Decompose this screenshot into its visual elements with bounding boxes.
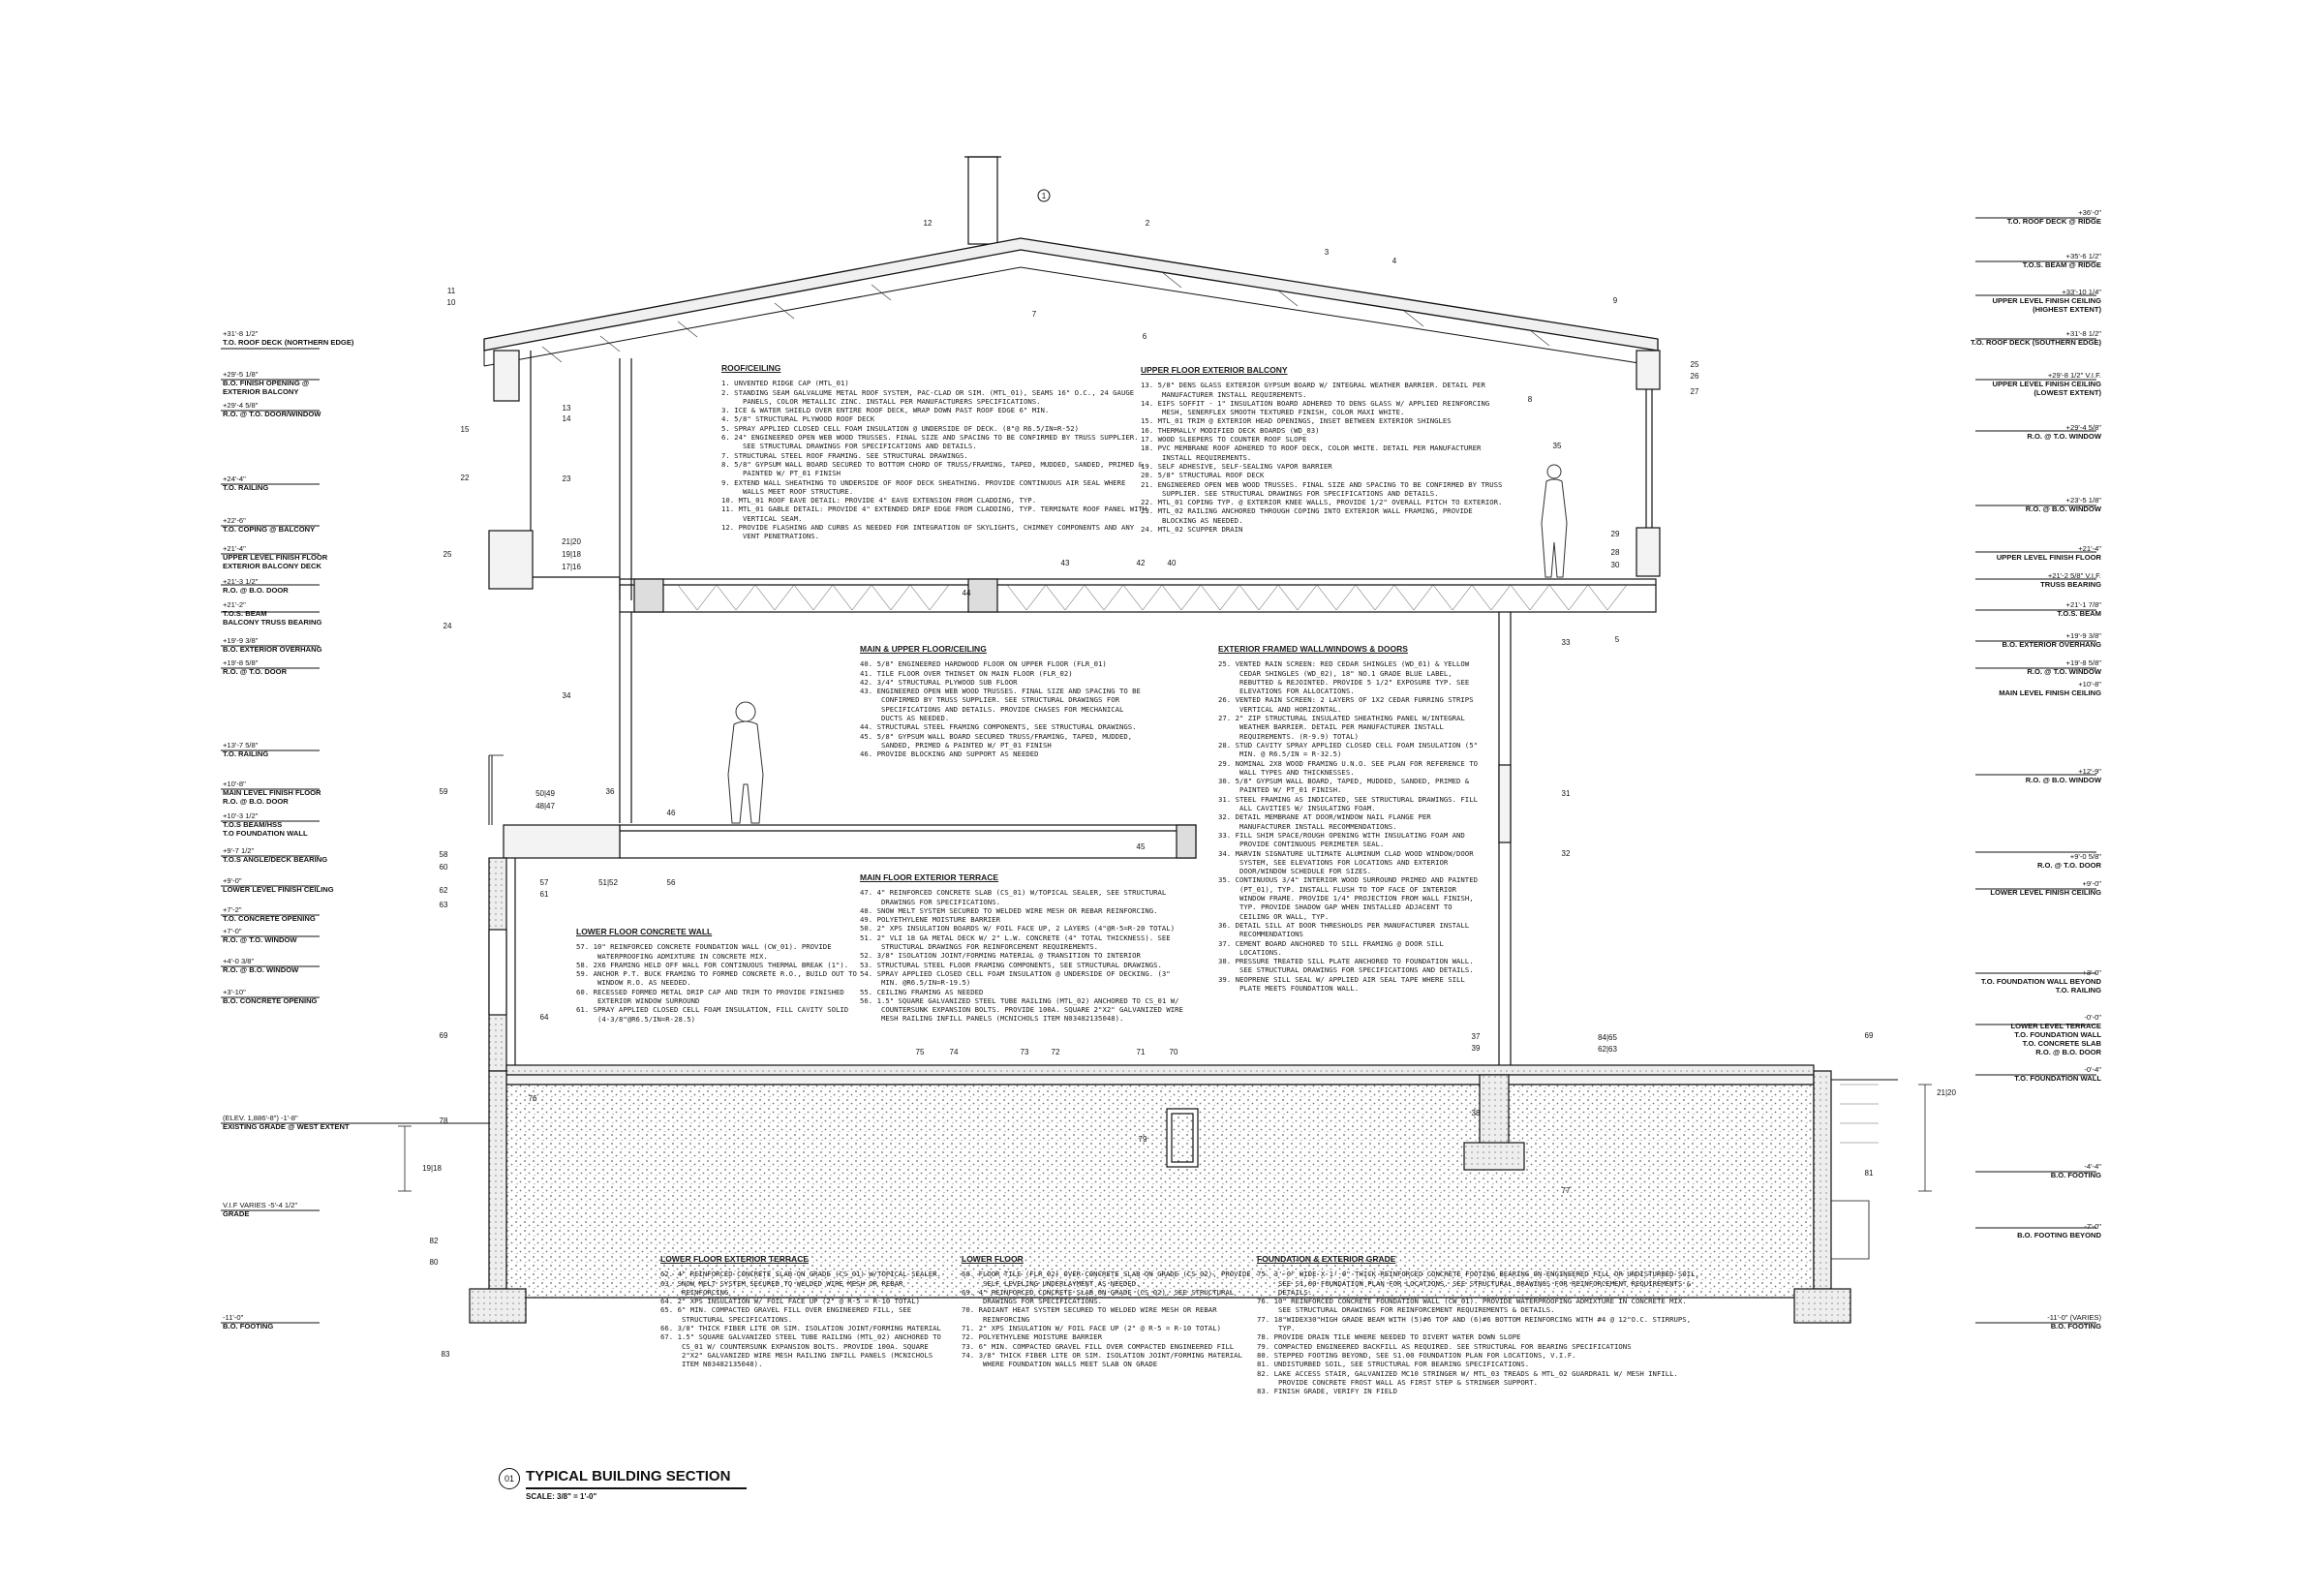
tag-label: 48|47	[535, 802, 555, 811]
elevation-label-right: +9'-0 5/8" R.O. @ T.O. DOOR	[2036, 852, 2101, 870]
elevation-label-left: +19'-9 3/8" B.O. EXTERIOR OVERHANG	[223, 636, 322, 654]
floor-notes: MAIN & UPPER FLOOR/CEILING 40. 5/8" ENGINEERED HARDWOOD FLOOR ON UPPER FLOOR (FLR_01) 41. TILE FLOOR OVER THINSET ON MAIN FLOOR (FLR_02) 42. 3/4" STRUCTURAL PLYWOOD SUB FLOOR 43. ENGINEERED OPEN WEB WOOD TRUSSES. FINAL SIZE AND SPACING TO BE CONFIRMED BY TRUSS SUPPLIER. SEE STRUCTURAL DRAWINGS FOR SPECIFICATIONS AND DETAILS. PROVIDE CHASES FOR MECHANICAL DUCTS AS NEEDED. 44. STRUCTURAL STEEL FRAMING COMPONENTS, SEE STRUCTURAL DRAWINGS. 45. 5/8" GYPSUM WALL BOARD SECURED TRUSS/FRAMING, TAPED, MUDDED, SANDED, PRIMED & PAINTED W/ PT_01 FINISH 46. PROVIDE BLOCKING AND SUPPORT AS NEEDED	[860, 644, 1141, 759]
tag-14	[563, 414, 571, 423]
tag-label: 17|16	[562, 563, 581, 571]
tag-label: 74	[949, 1048, 959, 1056]
tag-label: 61	[539, 890, 549, 899]
tag-53	[667, 878, 676, 887]
tag-79	[1865, 1169, 1874, 1178]
tag-6	[1143, 332, 1147, 341]
foundation-notes: FOUNDATION & EXTERIOR GRADE 75. 3'-0" WIDE X 1'-0" THICK REINFORCED CONCRETE FOOTING BEARING ON ENGINEERED FILL OR UNDISTURBED SOIL, SEE S1.00 FOUNDATION PLAN FOR LOCATIONS. SEE STRUCTURAL DRAWINGS FOR REINFORCEMENT REQUIREMENTS & DETAILS. 76. 10" REINFORCED CONCRETE FOUNDATION WALL (CW_01). PROVIDE WATERPROOFING ADMIXTURE IN CONCRETE MIX. SEE STRUCTURAL DRAWINGS FOR REINFORCEMENT REQUIREMENTS & DETAILS. 77. 18"WIDEX30"HIGH GRADE BEAM WITH (5)#6 TOP AND (6)#6 BOTTOM REINFORCING WITH #4 @ 12"O.C. STIRRUPS, TYP. 78. PROVIDE DRAIN TILE WHERE NEEDED TO DIVERT WATER DOWN SLOPE 79. COMPACTED ENGINEERED BACKFILL AS REQUIRED. SEE STRUCTURAL FOR BEARING SPECIFICATIONS 80. STEPPED FOOTING BEYOND, SEE S1.00 FOUNDATION PLAN FOR LOCATIONS, V.I.F. 81. UNDISTURBED SOIL, SEE STRUCTURAL FOR BEARING SPECIFICATIONS. 82. LAKE ACCESS STAIR, GALVANIZED MC10 STRINGER W/ MTL_03 TREADS & MTL_02 GUARDRAIL W/ MESH INFILL. PROVIDE CONCRETE FROST WALL AS FIRST STEP & STRINGER SUPPORT. 83. FINISH GRADE, VERIFY IN FIELD	[1257, 1255, 1702, 1395]
tag-label: 8	[1527, 395, 1533, 404]
tag-label: 40	[1167, 559, 1177, 567]
tag-28	[1611, 548, 1620, 557]
tag-label: 1	[1041, 192, 1047, 200]
elevation-label-right: +9'-0" LOWER LEVEL FINISH CEILING	[1990, 879, 2101, 897]
lower-floor-walls	[489, 858, 515, 1071]
tag-68	[1170, 1048, 1178, 1056]
tag-label: 10	[446, 298, 456, 307]
tag-label: 4	[1391, 257, 1397, 265]
tag-27	[1691, 387, 1699, 396]
upper-floor	[620, 579, 1656, 612]
elevation-label-right: +21'-1 7/8" T.O.S. BEAM	[2057, 600, 2101, 618]
elevation-label-right: +33'-10 1/4" UPPER LEVEL FINISH CEILING (HIGHEST EXTENT)	[1992, 288, 2101, 314]
tag-34	[563, 691, 571, 700]
tag-24	[443, 622, 452, 630]
tag-label: 56	[666, 878, 676, 887]
drawing-number: 01	[499, 1468, 520, 1489]
tag-43	[1061, 559, 1070, 567]
tag-12	[924, 219, 933, 228]
tag-8	[1528, 395, 1533, 404]
tag-label: 11	[446, 287, 456, 295]
tag-label: 34	[562, 691, 571, 700]
tag-label: 79	[1138, 1135, 1147, 1144]
tag-55	[440, 850, 448, 859]
tag-82	[1937, 1088, 1956, 1097]
tag-label: 59	[439, 787, 448, 796]
elevation-label-right: +10'-8" MAIN LEVEL FINISH CEILING	[1999, 680, 2101, 697]
tag-label: 14	[562, 414, 571, 423]
tag-25	[443, 550, 452, 559]
tag-label: 21|20	[1937, 1088, 1956, 1097]
tag-30	[1611, 561, 1620, 569]
balcony	[489, 531, 620, 589]
tag-84	[1598, 1033, 1617, 1042]
tag-label: 3	[1324, 248, 1330, 257]
tag-label: 42	[1136, 559, 1146, 567]
tag-9	[1613, 296, 1618, 305]
tag-label: 23	[562, 474, 571, 483]
tag-label: 28	[1610, 548, 1620, 557]
tag-label: 70	[1169, 1048, 1178, 1056]
tag-label: 62|63	[1598, 1045, 1617, 1054]
tag-7	[1032, 310, 1037, 319]
note-heading: MAIN & UPPER FLOOR/CEILING	[860, 644, 987, 654]
lower-terrace-notes: LOWER FLOOR EXTERIOR TERRACE 62. 4" REINFORCED CONCRETE SLAB ON GRADE (CS_01) W/TOPICAL SEALER. 63. SNOW MELT SYSTEM SECURED TO WELDED WIRE MESH OR REBAR REINFORCING 64. 2" XPS INSULATION W/ FOIL FACE UP (2" @ R-5 = R-10 TOTAL) 65. 6" MIN. COMPACTED GRAVEL FILL OVER ENGINEERED FILL, SEE STRUCTURAL SPECIFICATIONS. 66. 3/8" THICK FIBER LITE OR SIM. ISOLATION JOINT/FORMING MATERIAL 67. 1.5" SQUARE GALVANIZED STEEL TUBE RAILING (MTL_02) ANCHORED TO CS_01 W/ COUNTERSUNK EXPANSION BOLTS. PROVIDE 100A. SQUARE 2"X2" GALVANIZED WIRE MESH RAILING INFILL PANELS (MCNICHOLS ITEM N03482135048).	[660, 1254, 941, 1369]
elevation-label-left: +13'-7 5/8" T.O. RAILING	[223, 741, 269, 758]
elevation-label-right: +23'-5 1/8" R.O. @ B.O. WINDOW	[2025, 496, 2101, 513]
note-heading: MAIN FLOOR EXTERIOR TERRACE	[860, 872, 999, 882]
tag-26	[1691, 372, 1699, 381]
lower-slab	[506, 1065, 1814, 1085]
tag-77	[1139, 1135, 1147, 1144]
note-heading: UPPER FLOOR EXTERIOR BALCONY	[1141, 365, 1288, 375]
tag-5	[1615, 635, 1620, 644]
elevation-label-left: +4'-0 3/8" R.O. @ B.O. WINDOW	[223, 957, 299, 974]
lower-floor-notes: LOWER FLOOR 68. FLOOR TILE (FLR_02) OVER CONCRETE SLAB ON GRADE (CS_02), PROVIDE SELF LEVELING UNDERLAYMENT AS NEEDED. 69. 4" REINFORCED CONCRETE SLAB ON GRADE (CS_02), SEE STRUCTURAL DRAWINGS FOR SPECIFICATIONS. 70. RADIANT HEAT SYSTEM SECURED TO WELDED WIRE MESH OR REBAR REINFORCING 71. 2" XPS INSULATION W/ FOIL FACE UP (2" @ R-5 = R-10 TOTAL) 72. POLYETHYLENE MOISTURE BARRIER 73. 6" MIN. COMPACTED GRAVEL FILL OVER COMPACTED ENGINEERED FILL 74. 3/8" THICK FIBER LITE OR SIM. ISOLATION JOINT/FORMING MATERIAL WHERE FOUNDATION WALLS MEET SLAB ON GRADE	[962, 1254, 1251, 1369]
tag-19	[562, 550, 581, 559]
tag-61	[540, 1013, 549, 1022]
tag-label: 31	[1561, 789, 1571, 798]
tag-label: 24	[443, 622, 452, 630]
tag-label: 29	[1610, 530, 1620, 538]
tag-10	[447, 298, 456, 307]
tag-label: 32	[1561, 849, 1571, 858]
tag-label: 80	[429, 1258, 439, 1267]
elevation-label-left: +21'-4" UPPER LEVEL FINISH FLOOR EXTERIOR BALCONY DECK	[223, 544, 328, 570]
tag-label: 64	[539, 1013, 549, 1022]
elevation-label-left: +22'-6" T.O. COPING @ BALCONY	[223, 516, 316, 534]
elevation-label-left: +7'-0" R.O. @ T.O. WINDOW	[223, 927, 297, 944]
tag-label: 15	[460, 425, 470, 434]
tag-67	[440, 1031, 448, 1040]
tag-67r	[1865, 1031, 1874, 1040]
tag-label: 19|18	[562, 550, 581, 559]
tag-40	[1168, 559, 1177, 567]
balcony-notes: UPPER FLOOR EXTERIOR BALCONY 13. 5/8" DENS GLASS EXTERIOR GYPSUM BOARD W/ INTEGRAL WEATHER BARRIER. DETAIL PER MANUFACTURER INSTALL REQUIREMENTS. 14. EIFS SOFFIT - 1" INSULATION BOARD ADHERED TO DENS GLASS W/ APPLIED REINFORCING MESH, SENERFLEX SMOOTH TEXTURED FINISH, COLOR MAXI WHITE. 15. MTL_01 TRIM @ EXTERIOR HEAD OPENINGS, INSET BETWEEN EXTERIOR SHINGLES 16. THERMALLY MODIFIED DECK BOARDS (WD_03) 17. WOOD SLEEPERS TO COUNTER ROOF SLOPE 18. PVC MEMBRANE ROOF ADHERED TO ROOF DECK, COLOR WHITE. DETAIL PER MANUFACTURER INSTALL REQUIREMENTS. 19. SELF ADHESIVE, SELF-SEALING VAPOR BARRIER 20. 5/8" STRUCTURAL ROOF DECK 21. ENGINEERED OPEN WEB WOOD TRUSSES. FINAL SIZE AND SPACING TO BE CONFIRMED BY TRUSS SUPPLIER. SEE STRUCTURAL DRAWINGS FOR SPECIFICATIONS AND DETAILS. 22. MTL_01 COPING TYP. @ EXTERIOR KNEE WALLS, PROVIDE 1/2" OVERALL PITCH TO EXTERIOR. 23. MTL_02 RAILING ANCHORED THROUGH COPING INTO EXTERIOR WALL FRAMING, PROVIDE BLOCKING AS NEEDED. 24. MTL_02 SCUPPER DRAIN	[1141, 366, 1509, 534]
tag-57	[440, 863, 448, 872]
tag-label: 69	[439, 1031, 448, 1040]
tag-46	[667, 809, 676, 817]
tag-label: 50|49	[535, 789, 555, 798]
tag-83	[422, 1164, 442, 1173]
note-heading: LOWER FLOOR CONCRETE WALL	[576, 927, 713, 936]
tag-44	[963, 589, 971, 597]
tag-3	[1325, 248, 1330, 257]
tag-4	[1392, 257, 1397, 265]
tag-label: 46	[666, 809, 676, 817]
tag-label: 9	[1612, 296, 1618, 305]
tag-33	[1562, 638, 1571, 647]
tag-label: 83	[441, 1350, 450, 1359]
tag-31	[1562, 789, 1571, 798]
note-heading: EXTERIOR FRAMED WALL/WINDOWS & DOORS	[1218, 644, 1408, 654]
tag-label: 13	[562, 404, 571, 413]
tag-32	[1562, 849, 1571, 858]
tag-label: 27	[1690, 387, 1699, 396]
elevation-label-right: +19'-8 5/8" R.O. @ T.O. WINDOW	[2027, 658, 2101, 676]
tag-62	[1598, 1045, 1617, 1054]
elevation-label-right: -11'-0" (VARIES) B.O. FOOTING	[2047, 1313, 2101, 1331]
tag-50	[535, 789, 555, 798]
elevation-label-left: +3'-10" B.O. CONCRETE OPENING	[223, 988, 318, 1005]
elevation-label-right: +31'-8 1/2" T.O. ROOF DECK (SOUTHERN EDGE)	[1970, 329, 2101, 347]
tag-48	[535, 802, 555, 811]
tag-label: 69	[1864, 1031, 1874, 1040]
tag-38	[1472, 1109, 1481, 1117]
tag-35	[1553, 442, 1562, 450]
elevation-label-right: +35'-6 1/2" T.O.S. BEAM @ RIDGE	[2022, 252, 2101, 269]
tag-label: 22	[460, 474, 470, 482]
note-heading: FOUNDATION & EXTERIOR GRADE	[1257, 1254, 1396, 1264]
elevation-label-left: +21'-3 1/2" R.O. @ B.O. DOOR	[223, 577, 289, 595]
tag-29	[1611, 530, 1620, 538]
tag-39	[1472, 1044, 1481, 1053]
elevation-label-right: +36'-0" T.O. ROOF DECK @ RIDGE	[2006, 208, 2101, 226]
drawing-scale: SCALE: 3/8" = 1'-0"	[526, 1492, 597, 1501]
tag-label: 63	[439, 901, 448, 909]
tag-label: 84|65	[1598, 1033, 1617, 1042]
tag-label: 73	[1020, 1048, 1029, 1056]
tag-label: 44	[962, 589, 971, 597]
note-heading: LOWER FLOOR EXTERIOR TERRACE	[660, 1254, 809, 1264]
tag-17	[562, 563, 581, 571]
tag-36	[606, 787, 615, 796]
tag-80	[430, 1237, 439, 1245]
drawing-title: TYPICAL BUILDING SECTION	[526, 1468, 731, 1484]
chimney	[964, 157, 1001, 244]
tag-label: 30	[1610, 561, 1620, 569]
tag-label: 77	[1561, 1186, 1571, 1195]
elevation-label-left: +21'-2" T.O.S. BEAM BALCONY TRUSS BEARING	[223, 600, 322, 627]
tag-label: 62	[439, 886, 448, 895]
tag-42	[1137, 559, 1146, 567]
tag-71	[1021, 1048, 1029, 1056]
elevation-label-left: +10'-8" MAIN LEVEL FINISH FLOOR R.O. @ B.O. DOOR	[223, 780, 321, 806]
tag-81	[442, 1350, 450, 1359]
tag-58	[540, 890, 549, 899]
tag-label: 6	[1142, 332, 1147, 341]
tag-70	[1052, 1048, 1060, 1056]
tag-label: 2	[1145, 219, 1150, 228]
tag-76	[440, 1117, 448, 1125]
tag-label: 43	[1060, 559, 1070, 567]
note-heading: ROOF/CEILING	[721, 363, 781, 373]
note-heading: LOWER FLOOR	[962, 1254, 1024, 1264]
elevation-label-right: +29'-4 5/8" R.O. @ T.O. WINDOW	[2027, 423, 2101, 441]
tag-54	[540, 878, 549, 887]
tag-60	[440, 901, 448, 909]
elevation-label-right: -0'-4" T.O. FOUNDATION WALL	[2014, 1065, 2101, 1083]
elevation-label-left: -11'-0" B.O. FOOTING	[223, 1313, 274, 1331]
tag-label: 76	[528, 1094, 537, 1103]
tag-label: 7	[1031, 310, 1037, 319]
tag-56	[440, 787, 448, 796]
elevation-label-right: +21'-4" UPPER LEVEL FINISH FLOOR	[1996, 544, 2101, 562]
tag-label: 37	[1471, 1032, 1481, 1041]
tag-78	[430, 1258, 439, 1267]
tag-51	[598, 878, 618, 887]
tag-59	[440, 886, 448, 895]
tag-label: 33	[1561, 638, 1571, 647]
tag-label: 75	[915, 1048, 925, 1056]
tag-15	[461, 425, 470, 434]
tag-label: 45	[1136, 842, 1146, 851]
elevation-label-left: +7'-2" T.O. CONCRETE OPENING	[223, 905, 316, 923]
tag-13	[563, 404, 571, 413]
elevation-label-right: +12'-9" R.O. @ B.O. WINDOW	[2025, 767, 2101, 784]
tag-label: 82	[429, 1237, 439, 1245]
tag-label: 57	[539, 878, 549, 887]
tag-label: 39	[1471, 1044, 1481, 1053]
elevation-label-left: +9'-7 1/2" T.O.S ANGLE/DECK BEARING	[223, 846, 328, 864]
tag-69	[1137, 1048, 1146, 1056]
tag-label: 35	[1552, 442, 1562, 450]
elevation-label-left: +31'-8 1/2" T.O. ROOF DECK (NORTHERN EDGE)	[223, 329, 354, 347]
tag-45	[1137, 842, 1146, 851]
elevation-label-right: +21'-2 5/8" V.I.F. TRUSS BEARING	[2040, 571, 2101, 589]
tag-label: 12	[923, 219, 933, 228]
elevation-label-right: -0'-0" LOWER LEVEL TERRACE T.O. FOUNDATION WALL T.O. CONCRETE SLAB R.O. @ B.O. DOOR	[2010, 1013, 2101, 1056]
elevation-label-left: V.I.F VARIES -5'-4 1/2" GRADE	[223, 1201, 298, 1218]
tag-label: 60	[439, 863, 448, 872]
elevation-label-left: +9'-0" LOWER LEVEL FINISH CEILING	[223, 876, 334, 894]
tag-23	[563, 474, 571, 483]
tag-73	[916, 1048, 925, 1056]
elevation-label-left: +19'-8 5/8" R.O. @ T.O. DOOR	[223, 658, 288, 676]
main-floor	[620, 825, 1196, 858]
wall-notes: EXTERIOR FRAMED WALL/WINDOWS & DOORS 25. VENTED RAIN SCREEN: RED CEDAR SHINGLES (WD_01) & YELLOW CEDAR SHINGLES (WD_02), 18" NO.1 GRADE BLUE LABEL, REBUTTED & REJOINTED. PROVIDE 5 1/2" EXPOSURE TYP. SEE ELEVATIONS FOR ALLOCATIONS. 26. VENTED RAIN SCREEN: 2 LAYERS OF 1X2 CEDAR FURRING STRIPS VERTICAL AND HORIZONTAL. 27. 2" ZIP STRUCTURAL INSULATED SHEATHING PANEL W/INTEGRAL WEATHER BARRIER. DETAIL PER MANUFACTURER INSTALL REQUIREMENTS. (R-9.9) TOTAL) 28. STUD CAVITY SPRAY APPLIED CLOSED CELL FOAM INSULATION (5" MIN. @ R6.5/IN = R-32.5) 29. NOMINAL 2X8 WOOD FRAMING U.N.O. SEE PLAN FOR REFERENCE TO WALL TYPES AND THICKNESSES. 30. 5/8" GYPSUM WALL BOARD, TAPED, MUDDED, SANDED, PRIMED & PAINTED W/ PT_01 FINISH. 31. STEEL FRAMING AS INDICATED, SEE STRUCTURAL DRAWINGS. FILL ALL CAVITIES W/ INSULATING FOAM. 32. DETAIL MEMBRANE AT DOOR/WINDOW NAIL FLANGE PER MANUFACTURER INSTALL RECOMMENDATIONS. 33. FILL SHIM SPACE/ROUGH OPENING WITH INSULATING FOAM AND PROVIDE CONTINUOUS PERIMETER SEAL. 34. MARVIN SIGNATURE ULTIMATE ALUMINUM CLAD WOOD WINDOW/DOOR SYSTEM, SEE ELEVATIONS FOR LOCATIONS AND EXTERIOR DOOR/WINDOW SCHEDULE FOR SIZES. 35. CONTINUOUS 3/4" INTERIOR WOOD SURROUND PRIMED AND PAINTED (PT_01), TYP. INSTALL FLUSH TO TOP FACE OF INTERIOR WINDOW FRAME. PROVIDE 1/4" PROJECTION FROM WALL FINISH, TYP. PROVIDE SHADOW GAP WHEN INSTALLED ADJACENT TO CEILING OR WALL, TYP. 36. DETAIL SILL AT DOOR THRESHOLDS PER MANUFACTURER INSTALL RECOMMENDATIONS 37. CEMENT BOARD ANCHORED TO SILL FRAMING @ DOOR SILL LOCATIONS. 38. PRESSURE TREATED SILL PLATE ANCHORED TO FOUNDATION WALL. SEE STRUCTURAL DRAWINGS FOR SPECIFICATIONS AND DETAILS. 39. NEOPRENE SILL SEAL W/ APPLIED AIR SEAL TAPE WHERE SILL PLATE MEETS FOUNDATION WALL.	[1218, 645, 1484, 993]
tag-72	[950, 1048, 959, 1056]
title-underline	[526, 1487, 747, 1489]
lower-wall-notes: LOWER FLOOR CONCRETE WALL 57. 10" REINFORCED CONCRETE FOUNDATION WALL (CW_01). PROVIDE WATERPROOFING ADMIXTURE IN CONCRETE MIX. 58. 2X6 FRAMING HELD OFF WALL FOR CONTINUOUS THERMAL BREAK (1"). 59. ANCHOR P.T. BUCK FRAMING TO FORMED CONCRETE R.O., BUILD OUT TO WINDOW R.O. AS NEEDED. 60. RECESSED FORMED METAL DRIP CAP AND TRIM TO PROVIDE FINISHED EXTERIOR WINDOW SURROUND 61. SPRAY APPLIED CLOSED CELL FOAM INSULATION, FILL CAVITY SOLID (4-3/8"@R6.5/IN=R-28.5)	[576, 927, 857, 1024]
tag-label: 25	[443, 550, 452, 559]
elevation-label-left: +29'-4 5/8" R.O. @ T.O. DOOR/WINDOW	[223, 401, 321, 418]
elevation-label-right: -7'-0" B.O. FOOTING BEYOND	[2017, 1222, 2101, 1239]
tag-label: 21|20	[562, 537, 581, 546]
elevation-label-left: +10'-3 1/2" T.O.S BEAM/HSS T.O FOUNDATION WALL	[223, 811, 308, 838]
tag-2	[1146, 219, 1150, 228]
tag-25r	[1691, 360, 1699, 369]
tag-21	[562, 537, 581, 546]
tag-label: 38	[1471, 1109, 1481, 1117]
tag-11	[447, 287, 456, 295]
tag-label: 26	[1690, 372, 1699, 381]
tag-label: 19|18	[422, 1164, 442, 1173]
tag-label: 36	[605, 787, 615, 796]
tag-label: 81	[1864, 1169, 1874, 1178]
tag-74	[529, 1094, 537, 1103]
elevation-label-left: +29'-5 1/8" B.O. FINISH OPENING @ EXTERIOR BALCONY	[223, 370, 310, 396]
main-terrace-notes: MAIN FLOOR EXTERIOR TERRACE 47. 4" REINFORCED CONCRETE SLAB (CS_01) W/TOPICAL SEALER, SEE STRUCTURAL DRAWINGS FOR SPECIFICATIONS. 48. SNOW MELT SYSTEM SECURED TO WELDED WIRE MESH OR REBAR REINFORCING. 49. POLYETHYLENE MOISTURE BARRIER 50. 2" XPS INSULATION BOARDS W/ FOIL FACE UP, 2 LAYERS (4"@R-5=R-20 TOTAL) 51. 2" VLI 18 GA METAL DECK W/ 2" L.W. CONCRETE (4" TOTAL THICKNESS). SEE STRUCTURAL DRAWINGS FOR REINFORCEMENT REQUIREMENTS. 52. 3/8" ISOLATION JOINT/FORMING MATERIAL @ TRANSITION TO INTERIOR 53. STRUCTURAL STEEL FLOOR FRAMING COMPONENTS, SEE STRUCTURAL DRAWINGS. 54. SPRAY APPLIED CLOSED CELL FOAM INSULATION @ UNDERSIDE OF DECKING. (3" MIN. @R6.5/IN=R-19.5) 55. CEILING FRAMING AS NEEDED 56. 1.5" SQUARE GALVANIZED STEEL TUBE RAILING (MTL_02) ANCHORED TO CS_01 W/ COUNTERSUNK EXPANSION BOLTS. PROVIDE 100A. SQUARE 2"X2" GALVANIZED WIRE MESH RAILING INFILL PANELS (MCNICHOLS ITEM N03482135048).	[860, 873, 1189, 1024]
roof-notes: ROOF/CEILING 1. UNVENTED RIDGE CAP (MTL_01) 2. STANDING SEAM GALVALUME METAL ROOF SYSTEM, PAC-CLAD OR SIM. (MTL_01), SEAMS 16" O.C., 24 GAUGE PANELS, COLOR METALLIC ZINC. INSTALL PER MANUFACTURERS SPECIFICATIONS. 3. ICE & WATER SHIELD OVER ENTIRE ROOF DECK, WRAP DOWN PAST ROOF EDGE 6" MIN. 4. 5/8" STRUCTURAL PLYWOOD ROOF DECK 5. SPRAY APPLIED CLOSED CELL FOAM INSULATION @ UNDERSIDE OF DECK. (8"@ R6.5/IN=R-52) 6. 24" ENGINEERED OPEN WEB WOOD TRUSSES. FINAL SIZE AND SPACING TO BE CONFIRMED BY TRUSS SUPPLIER. SEE STRUCTURAL DRAWINGS FOR SPECIFICATIONS AND DETAILS. 7. STRUCTURAL STEEL ROOF FRAMING. SEE STRUCTURAL DRAWINGS. 8. 5/8" GYPSUM WALL BOARD SECURED TO BOTTOM CHORD OF TRUSS/FRAMING, TAPED, MUDDED, SANDED, PRIMED & PAINTED W/ PT_01 FINISH 9. EXTEND WALL SHEATHING TO UNDERSIDE OF ROOF DECK SHEATHING. PROVIDE CONTINUOUS AIR SEAL WHERE WALLS MEET ROOF STRUCTURE. 10. MTL_01 ROOF EAVE DETAIL: PROVIDE 4" EAVE EXTENSION FROM CLADDING, TYP. 11. MTL_01 GABLE DETAIL: PROVIDE 4" EXTENDED DRIP EDGE FROM CLADDING, TYP. TERMINATE ROOF PANEL WITH VERTICAL SEAM. 12. PROVIDE FLASHING AND CURBS AS NEEDED FOR INTEGRATION OF SKYLIGHTS, CHIMNEY COMPONENTS AND ANY VENT PENETRATIONS.	[721, 363, 1147, 541]
elevation-label-left: +24'-4" T.O. RAILING	[223, 474, 269, 492]
tag-label: 25	[1690, 360, 1699, 369]
tag-75	[1562, 1186, 1571, 1195]
elevation-label-left: (ELEV. 1,886'-8") -1'-8" EXISTING GRADE @ WEST EXTENT	[223, 1114, 350, 1131]
roof	[484, 238, 1658, 366]
tag-label: 78	[439, 1117, 448, 1125]
tag-label: 71	[1136, 1048, 1146, 1056]
tag-label: 51|52	[598, 878, 618, 887]
tag-37	[1472, 1032, 1481, 1041]
tag-1	[1038, 190, 1050, 201]
elevation-label-right: +29'-8 1/2" V.I.F. UPPER LEVEL FINISH CEILING (LOWEST EXTENT)	[1992, 371, 2101, 397]
tag-label: 58	[439, 850, 448, 859]
tag-22	[461, 474, 470, 482]
elevation-label-right: -4'-4" B.O. FOOTING	[2050, 1162, 2101, 1179]
elevation-label-right: +3'-0" T.O. FOUNDATION WALL BEYOND T.O. RAILING	[1980, 968, 2101, 994]
tag-label: 5	[1614, 635, 1620, 644]
tag-label: 72	[1051, 1048, 1060, 1056]
elevation-label-right: +19'-9 3/8" B.O. EXTERIOR OVERHANG	[2002, 631, 2101, 649]
